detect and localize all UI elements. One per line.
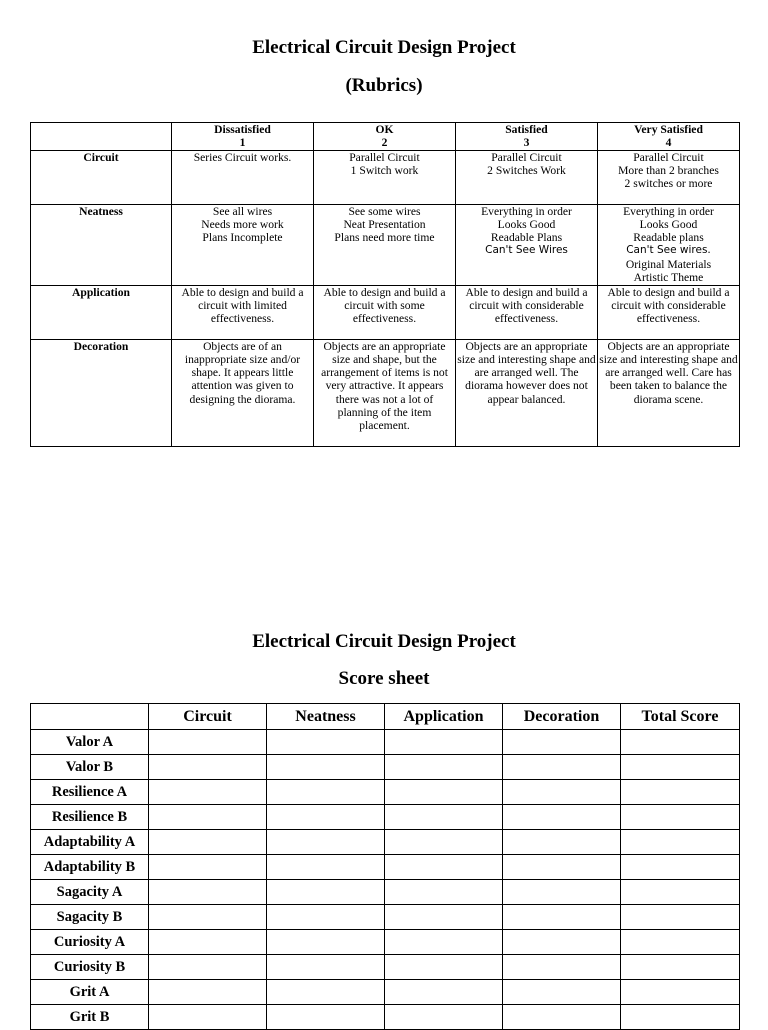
score-row: [31, 730, 740, 755]
score-entry-cell[interactable]: [149, 830, 267, 855]
score-entry-cell[interactable]: [621, 905, 740, 930]
score-row-name: Resilience A: [31, 780, 149, 805]
score-entry-cell[interactable]: [267, 905, 385, 930]
rubric-row-circuit: [31, 150, 740, 204]
rubric-cell-text: Needs more work: [201, 217, 284, 231]
score-entry-cell[interactable]: [621, 955, 740, 980]
score-entry-cell[interactable]: [503, 755, 621, 780]
rubric-cell-text: Plans Incomplete: [202, 231, 283, 245]
rubric-header-row: [31, 123, 740, 151]
score-row-name: Grit B: [31, 1005, 149, 1030]
score-entry-cell[interactable]: [149, 755, 267, 780]
rubric-cell-text: 1 Switch work: [350, 163, 419, 177]
rubric-cell-text: Able to design and build a circuit with considerable effectiveness.: [607, 285, 730, 326]
rubric-cell-text: Able to design and build a circuit with considerable effectiveness.: [465, 285, 588, 326]
rubric-cell: [314, 150, 456, 204]
score-entry-cell[interactable]: [503, 780, 621, 805]
rubric-row-label: Circuit: [31, 150, 172, 204]
score-entry-cell[interactable]: [149, 780, 267, 805]
rubric-cell: [456, 339, 598, 446]
score-entry-cell[interactable]: [267, 805, 385, 830]
score-entry-cell[interactable]: [621, 1005, 740, 1030]
rubric-cell-text: Can't See Wires: [485, 244, 568, 257]
score-entry-cell[interactable]: [267, 855, 385, 880]
rubric-cell-text: Looks Good: [639, 217, 698, 231]
rubric-cell-text: See all wires: [212, 204, 273, 218]
score-entry-cell[interactable]: [385, 930, 503, 955]
rubric-cell: [314, 285, 456, 339]
rubric-cell-text: Can't See wires.: [626, 244, 711, 257]
rubric-subtitle: (Rubrics): [345, 75, 423, 96]
score-title: Electrical Circuit Design Project: [252, 631, 516, 652]
score-column-header: Decoration: [503, 704, 621, 730]
score-entry-cell[interactable]: [149, 955, 267, 980]
score-row: [31, 880, 740, 905]
score-column-header: Neatness: [267, 704, 385, 730]
score-entry-cell[interactable]: [149, 1005, 267, 1030]
rubric-cell-text: Parallel Circuit: [349, 150, 420, 164]
score-corner-cell: [31, 704, 149, 730]
rubric-cell-text: Objects are of an inappropriate size and/or shape. It appears little attention was given to designing the diorama.: [184, 339, 301, 406]
score-row: [31, 1005, 740, 1030]
rubric-cell-text: Parallel Circuit: [633, 150, 704, 164]
rubric-cell: [172, 150, 314, 204]
rubric-cell-text: Readable plans: [633, 231, 704, 245]
score-row-name: Sagacity B: [31, 905, 149, 930]
score-row-name: Adaptability B: [31, 855, 149, 880]
rubric-row-neatness: [31, 204, 740, 285]
rubric-cell-text: Original Materials: [625, 257, 712, 271]
score-entry-cell[interactable]: [503, 805, 621, 830]
score-row: [31, 980, 740, 1005]
rubric-cell: [314, 339, 456, 446]
score-entry-cell[interactable]: [621, 830, 740, 855]
rubric-level-header: Dissatisfied 1: [172, 123, 314, 151]
rubric-cell-text: 2 switches or more: [624, 177, 713, 191]
score-row: [31, 780, 740, 805]
score-entry-cell[interactable]: [503, 880, 621, 905]
score-row-name: Curiosity B: [31, 955, 149, 980]
score-entry-cell[interactable]: [385, 1005, 503, 1030]
score-entry-cell[interactable]: [267, 730, 385, 755]
score-entry-cell[interactable]: [149, 980, 267, 1005]
score-entry-cell[interactable]: [385, 830, 503, 855]
score-entry-cell[interactable]: [503, 905, 621, 930]
rubric-corner-cell: [31, 123, 172, 151]
score-entry-cell[interactable]: [149, 930, 267, 955]
rubric-cell: [598, 204, 740, 285]
score-row-name: Valor A: [31, 730, 149, 755]
rubric-level-header: Satisfied 3: [456, 123, 598, 151]
score-entry-cell[interactable]: [267, 930, 385, 955]
score-row-name: Adaptability A: [31, 830, 149, 855]
rubric-cell-text: Able to design and build a circuit with limited effectiveness.: [181, 285, 304, 326]
rubric-cell-text: 2 Switches Work: [487, 163, 566, 177]
score-entry-cell[interactable]: [385, 780, 503, 805]
score-entry-cell[interactable]: [385, 730, 503, 755]
score-entry-cell[interactable]: [149, 855, 267, 880]
score-entry-cell[interactable]: [621, 980, 740, 1005]
score-entry-cell[interactable]: [503, 980, 621, 1005]
score-row: [31, 930, 740, 955]
rubric-cell-text: Readable Plans: [490, 231, 563, 245]
score-entry-cell[interactable]: [385, 755, 503, 780]
score-entry-cell[interactable]: [503, 1005, 621, 1030]
score-entry-cell[interactable]: [385, 880, 503, 905]
score-entry-cell[interactable]: [385, 805, 503, 830]
score-column-header: Total Score: [621, 704, 740, 730]
rubric-cell-text: See some wires: [348, 204, 421, 218]
score-row: [31, 805, 740, 830]
rubric-cell: [456, 285, 598, 339]
score-entry-cell[interactable]: [267, 755, 385, 780]
score-row-name: Curiosity A: [31, 930, 149, 955]
score-row: [31, 955, 740, 980]
rubric-level-header: Very Satisfied 4: [598, 123, 740, 151]
rubric-cell-text: Everything in order: [481, 204, 572, 218]
score-entry-cell[interactable]: [621, 730, 740, 755]
rubric-row-application: [31, 285, 740, 339]
score-entry-cell[interactable]: [385, 955, 503, 980]
rubric-cell: [172, 339, 314, 446]
rubric-cell: [172, 204, 314, 285]
score-column-header: Application: [385, 704, 503, 730]
rubric-cell-text: Plans need more time: [334, 231, 435, 245]
rubric-level-header: OK 2: [314, 123, 456, 151]
score-row: [31, 905, 740, 930]
score-entry-cell[interactable]: [385, 905, 503, 930]
rubric-cell: [172, 285, 314, 339]
rubric-row-label: Application: [31, 285, 172, 339]
rubric-row-label: Neatness: [31, 204, 172, 285]
score-entry-cell[interactable]: [621, 805, 740, 830]
score-header-row: [31, 704, 740, 730]
score-entry-cell[interactable]: [267, 880, 385, 905]
rubric-cell: [598, 339, 740, 446]
score-entry-cell[interactable]: [503, 855, 621, 880]
score-entry-cell[interactable]: [149, 730, 267, 755]
rubric-cell-text: Objects are an appropriate size and shape, but the arrangement of items is not very attractive. It appears there was not a lot of planning of the item placement.: [321, 339, 448, 433]
score-entry-cell[interactable]: [267, 830, 385, 855]
score-row: [31, 855, 740, 880]
score-row-name: Sagacity A: [31, 880, 149, 905]
rubric-row-decoration: [31, 339, 740, 446]
score-entry-cell[interactable]: [149, 805, 267, 830]
rubric-cell: [598, 285, 740, 339]
score-entry-cell[interactable]: [621, 755, 740, 780]
score-entry-cell[interactable]: [267, 955, 385, 980]
score-sheet-table: [30, 703, 740, 1030]
score-entry-cell[interactable]: [267, 980, 385, 1005]
score-entry-cell[interactable]: [385, 980, 503, 1005]
rubric-cell-text: Objects are an appropriate size and interesting shape and are arranged well. The diorama however does not appear balanced.: [457, 339, 596, 406]
rubric-cell-text: Parallel Circuit: [491, 150, 562, 164]
score-entry-cell[interactable]: [621, 855, 740, 880]
rubric-table: [30, 122, 740, 447]
rubric-cell-text: Able to design and build a circuit with some effectiveness.: [323, 285, 446, 326]
score-entry-cell[interactable]: [267, 780, 385, 805]
score-subtitle: Score sheet: [338, 668, 430, 689]
score-entry-cell[interactable]: [385, 855, 503, 880]
rubric-cell: [598, 150, 740, 204]
rubric-cell-text: Everything in order: [623, 204, 714, 218]
score-row-name: Grit A: [31, 980, 149, 1005]
rubric-cell-text: Looks Good: [497, 217, 556, 231]
score-column-header: Circuit: [149, 704, 267, 730]
rubric-cell-text: Series Circuit works.: [193, 150, 292, 164]
score-entry-cell[interactable]: [503, 830, 621, 855]
score-entry-cell[interactable]: [621, 930, 740, 955]
score-entry-cell[interactable]: [149, 905, 267, 930]
rubric-title: Electrical Circuit Design Project: [252, 37, 516, 58]
rubric-cell-text: Artistic Theme: [633, 271, 704, 285]
score-entry-cell[interactable]: [503, 955, 621, 980]
score-row: [31, 830, 740, 855]
score-row-name: Valor B: [31, 755, 149, 780]
score-entry-cell[interactable]: [621, 780, 740, 805]
rubric-cell: [456, 150, 598, 204]
rubric-row-label: Decoration: [31, 339, 172, 446]
rubric-cell: [456, 204, 598, 285]
score-entry-cell[interactable]: [503, 930, 621, 955]
score-row: [31, 755, 740, 780]
rubric-cell-text: More than 2 branches: [618, 163, 719, 177]
score-entry-cell[interactable]: [267, 1005, 385, 1030]
rubric-cell: [314, 204, 456, 285]
rubric-cell-text: Neat Presentation: [343, 217, 426, 231]
score-entry-cell[interactable]: [149, 880, 267, 905]
score-row-name: Resilience B: [31, 805, 149, 830]
score-entry-cell[interactable]: [503, 730, 621, 755]
rubric-cell-text: Objects are an appropriate size and interesting shape and are arranged well. Care has been taken to balance the diorama scene.: [599, 339, 738, 406]
score-entry-cell[interactable]: [621, 880, 740, 905]
